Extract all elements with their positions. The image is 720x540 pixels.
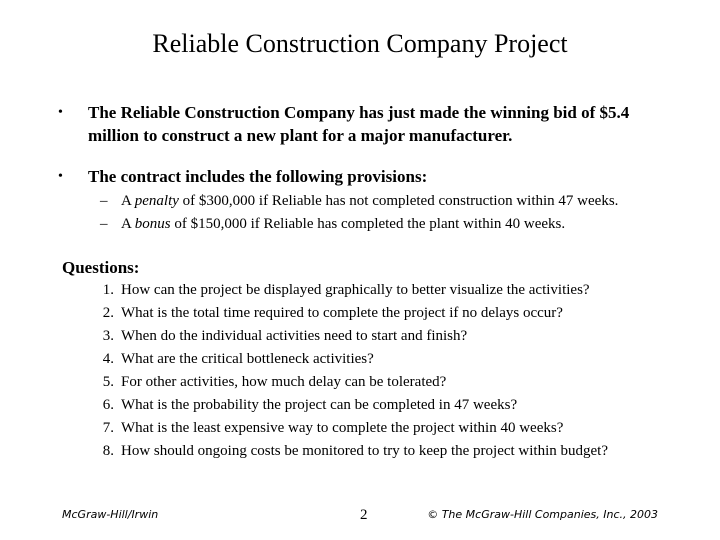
dash-symbol: – bbox=[100, 216, 108, 232]
question-text: How should ongoing costs be monitored to try to keep the project within budget? bbox=[121, 443, 609, 459]
provision-bonus-text bbox=[121, 214, 701, 234]
bullet-bid-text: The Reliable Construction Company has just made the winning bid of $5.4 million to construct a new plant for a major manufacturer. bbox=[88, 103, 630, 145]
question-number: 5. bbox=[102, 374, 114, 390]
questions-heading: Questions: bbox=[62, 258, 140, 277]
question-number: 1. bbox=[102, 282, 114, 298]
bullet-symbol: • bbox=[58, 105, 63, 120]
question-text: For other activities, how much delay can be tolerated? bbox=[121, 374, 447, 390]
provision-detail: of $300,000 if Reliable has not completed construction within 47 weeks. bbox=[182, 193, 619, 209]
question-item bbox=[98, 326, 698, 349]
question-text: How can the project be displayed graphically to better visualize the activities? bbox=[121, 282, 590, 298]
question-item bbox=[98, 372, 698, 395]
question-item bbox=[98, 280, 698, 303]
bullet-symbol: • bbox=[58, 169, 63, 184]
slide-title: Reliable Construction Company Project bbox=[152, 29, 568, 58]
question-text: What is the probability the project can be completed in 47 weeks? bbox=[121, 397, 518, 413]
dash-symbol: – bbox=[100, 193, 108, 209]
questions-list bbox=[98, 280, 698, 464]
footer-publisher: McGraw-Hill/Irwin bbox=[62, 508, 159, 521]
question-number: 6. bbox=[102, 397, 114, 413]
bullet-contract bbox=[58, 165, 678, 189]
provision-keyword-bonus: bonus bbox=[134, 216, 171, 232]
question-text: What is the total time required to complete the project if no delays occur? bbox=[121, 305, 563, 321]
provision-bonus bbox=[100, 214, 700, 234]
bullet-bid bbox=[58, 101, 678, 149]
question-number: 8. bbox=[102, 443, 114, 459]
question-text: What is the least expensive way to complete the project within 40 weeks? bbox=[121, 420, 564, 436]
bullet-contract-text: The contract includes the following provisions: bbox=[88, 167, 428, 186]
question-item bbox=[98, 395, 698, 418]
question-text: What are the critical bottleneck activities? bbox=[121, 351, 374, 367]
question-text: When do the individual activities need to start and finish? bbox=[121, 328, 468, 344]
provision-keyword-penalty: penalty bbox=[134, 193, 179, 209]
question-item bbox=[98, 418, 698, 441]
footer-copyright: © The McGraw-Hill Companies, Inc., 2003 bbox=[427, 508, 658, 521]
provision-detail: of $150,000 if Reliable has completed the plant within 40 weeks. bbox=[174, 216, 566, 232]
provision-penalty-text bbox=[121, 191, 701, 211]
question-number: 7. bbox=[102, 420, 114, 436]
question-number: 3. bbox=[102, 328, 114, 344]
provision-article: A bbox=[121, 216, 132, 232]
question-item bbox=[98, 441, 698, 464]
provision-penalty bbox=[100, 191, 700, 211]
provision-article: A bbox=[121, 193, 132, 209]
question-item bbox=[98, 303, 698, 326]
question-number: 2. bbox=[102, 305, 114, 321]
page-number: 2 bbox=[360, 507, 368, 523]
question-number: 4. bbox=[102, 351, 114, 367]
question-item bbox=[98, 349, 698, 372]
